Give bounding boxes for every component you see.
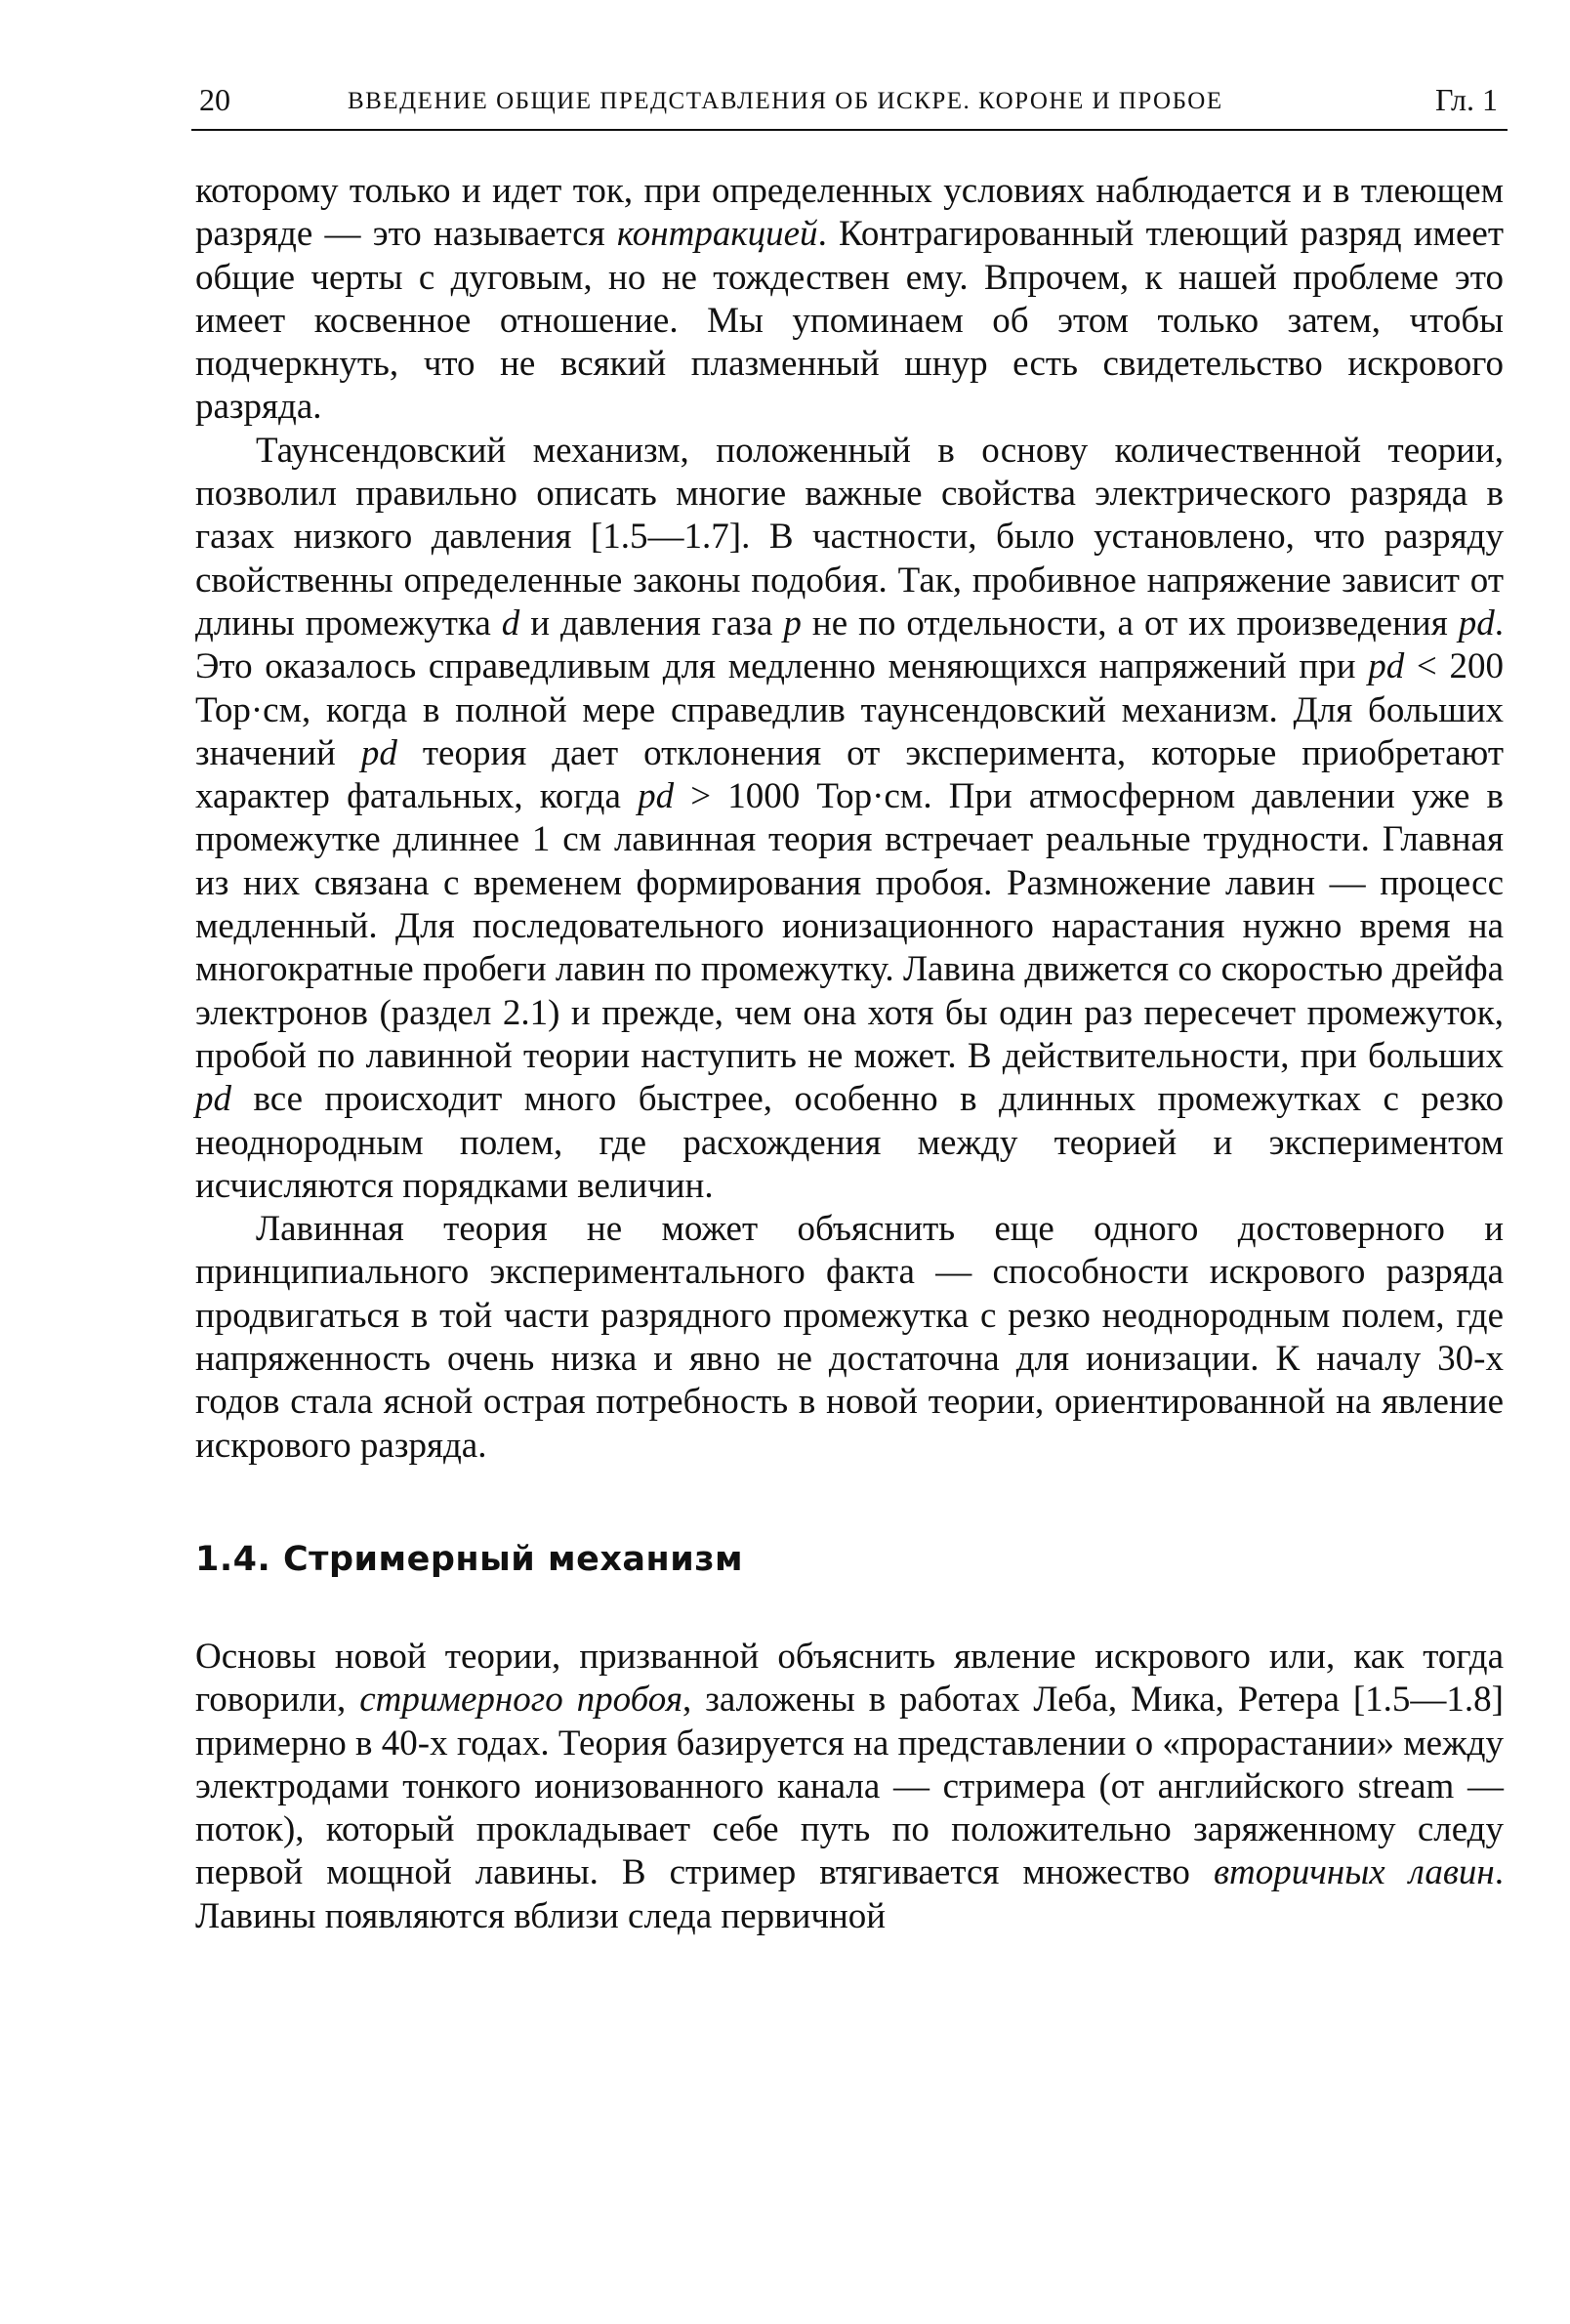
- text-run: Таунсендовский механизм, положенный в основу количественной теории, позволил правильно описать многие важные свойства электрического разряда в газах низкого давления [1.5—1.7]. В частности, было установлено, что разряду свойственны определенные законы подобия. Так, пробивное напряжение зависит от длины промежутка: [195, 430, 1504, 643]
- text-run: , заложены в работах Леба, Мика, Ретера [1.5—1.8] примерно в 40-х годах. Теория базируется на представлении о «прорастании» между электродами тонкого ионизованного канала — стримера (от английского stream — поток), который прокладывает себе путь по положительно заряженному следу первой мощной лавины. В стример втягивается множество: [195, 1680, 1504, 1893]
- running-header: [191, 78, 1508, 131]
- italic-symbol: pd: [360, 732, 397, 773]
- text-run: которому только и идет ток, при определенных условиях наблюдается и в тлеющем разряде — это называется: [195, 171, 1504, 255]
- text-run: . Лавины появляются вблизи следа первичной: [195, 1852, 1504, 1936]
- text-run: . Контрагированный тлеющий разряд имеет общие черты с дуговым, но не тождествен ему. Впрочем, к нашей проблеме это имеет косвенное отношение. Мы упоминаем об этом только затем, чтобы подчеркнуть, что не всякий плазменный шнур есть свидетельство искрового разряда.: [195, 214, 1504, 428]
- paragraph-2: [195, 430, 1504, 1208]
- italic-term: контракцией: [616, 214, 818, 255]
- paragraph-1: [195, 170, 1504, 430]
- section-heading: 1.4. Стримерный механизм: [195, 1539, 744, 1579]
- chapter-label: Гл. 1: [1434, 82, 1498, 117]
- page-number: 20: [199, 82, 230, 117]
- text-run: < 200 Тор·см, когда в полной мере справедлив таунсендовский механизм. Для больших значений: [195, 646, 1504, 773]
- italic-term: стримерного пробоя: [359, 1680, 683, 1721]
- text-run: и давления газа: [519, 602, 784, 643]
- text-run: > 1000 Тор·см. При атмосферном давлении уже в промежутке длиннее 1 см лавинная теория встречает реальные трудности. Главная из них связана с временем формирования пробоя. Размножение лавин — процесс медленный. Для последовательного ионизационного нарастания нужно время на многократные пробеги лавин по промежутку. Лавина движется со скоростью дрейфа электронов (раздел 2.1) и прежде, чем она хотя бы один раз пересечет промежуток, пробой по лавинной теории наступить не может. В действительности, при больших: [195, 776, 1504, 1076]
- italic-symbol: pd: [1458, 602, 1495, 643]
- text-run: Основы новой теории, призванной объяснить явление искрового или, как тогда говорили,: [195, 1636, 1504, 1721]
- italic-term: вторичных лавин: [1213, 1852, 1495, 1893]
- text-run: . Это оказалось справедливым для медленно меняющихся напряжений при: [195, 602, 1504, 687]
- italic-symbol: pd: [195, 1079, 231, 1120]
- italic-symbol: pd: [1368, 646, 1405, 687]
- paragraph-4: [195, 1636, 1504, 1938]
- text-run: все происходит много быстрее, особенно в длинных промежутках с резко неоднородным полем, где расхождения между теорией и экспериментом исчисляются порядками величин.: [195, 1079, 1504, 1206]
- page-body: [195, 170, 1504, 1938]
- running-title: ВВЕДЕНИЕ ОБЩИЕ ПРЕДСТАВЛЕНИЯ ОБ ИСКРЕ. КОРОНЕ И ПРОБОЕ: [348, 88, 1223, 114]
- text-run: не по отдельности, а от их произведения: [801, 602, 1459, 643]
- text-run: теория дает отклонения от эксперимента, которые приобретают характер фатальных, когда: [195, 732, 1505, 817]
- italic-symbol: p: [783, 602, 802, 643]
- paragraph-3: Лавинная теория не может объяснить еще одного достоверного и принципиального экспериментального факта — способности искрового разряда продвигаться в той части разрядного промежутка с резко неоднородным полем, где напряженность очень низка и явно не достаточна для ионизации. К началу 30-х годов стала ясной острая потребность в новой теории, ориентированной на явление искрового разряда.: [195, 1209, 1504, 1466]
- italic-symbol: pd: [638, 776, 675, 817]
- italic-symbol: d: [501, 602, 520, 643]
